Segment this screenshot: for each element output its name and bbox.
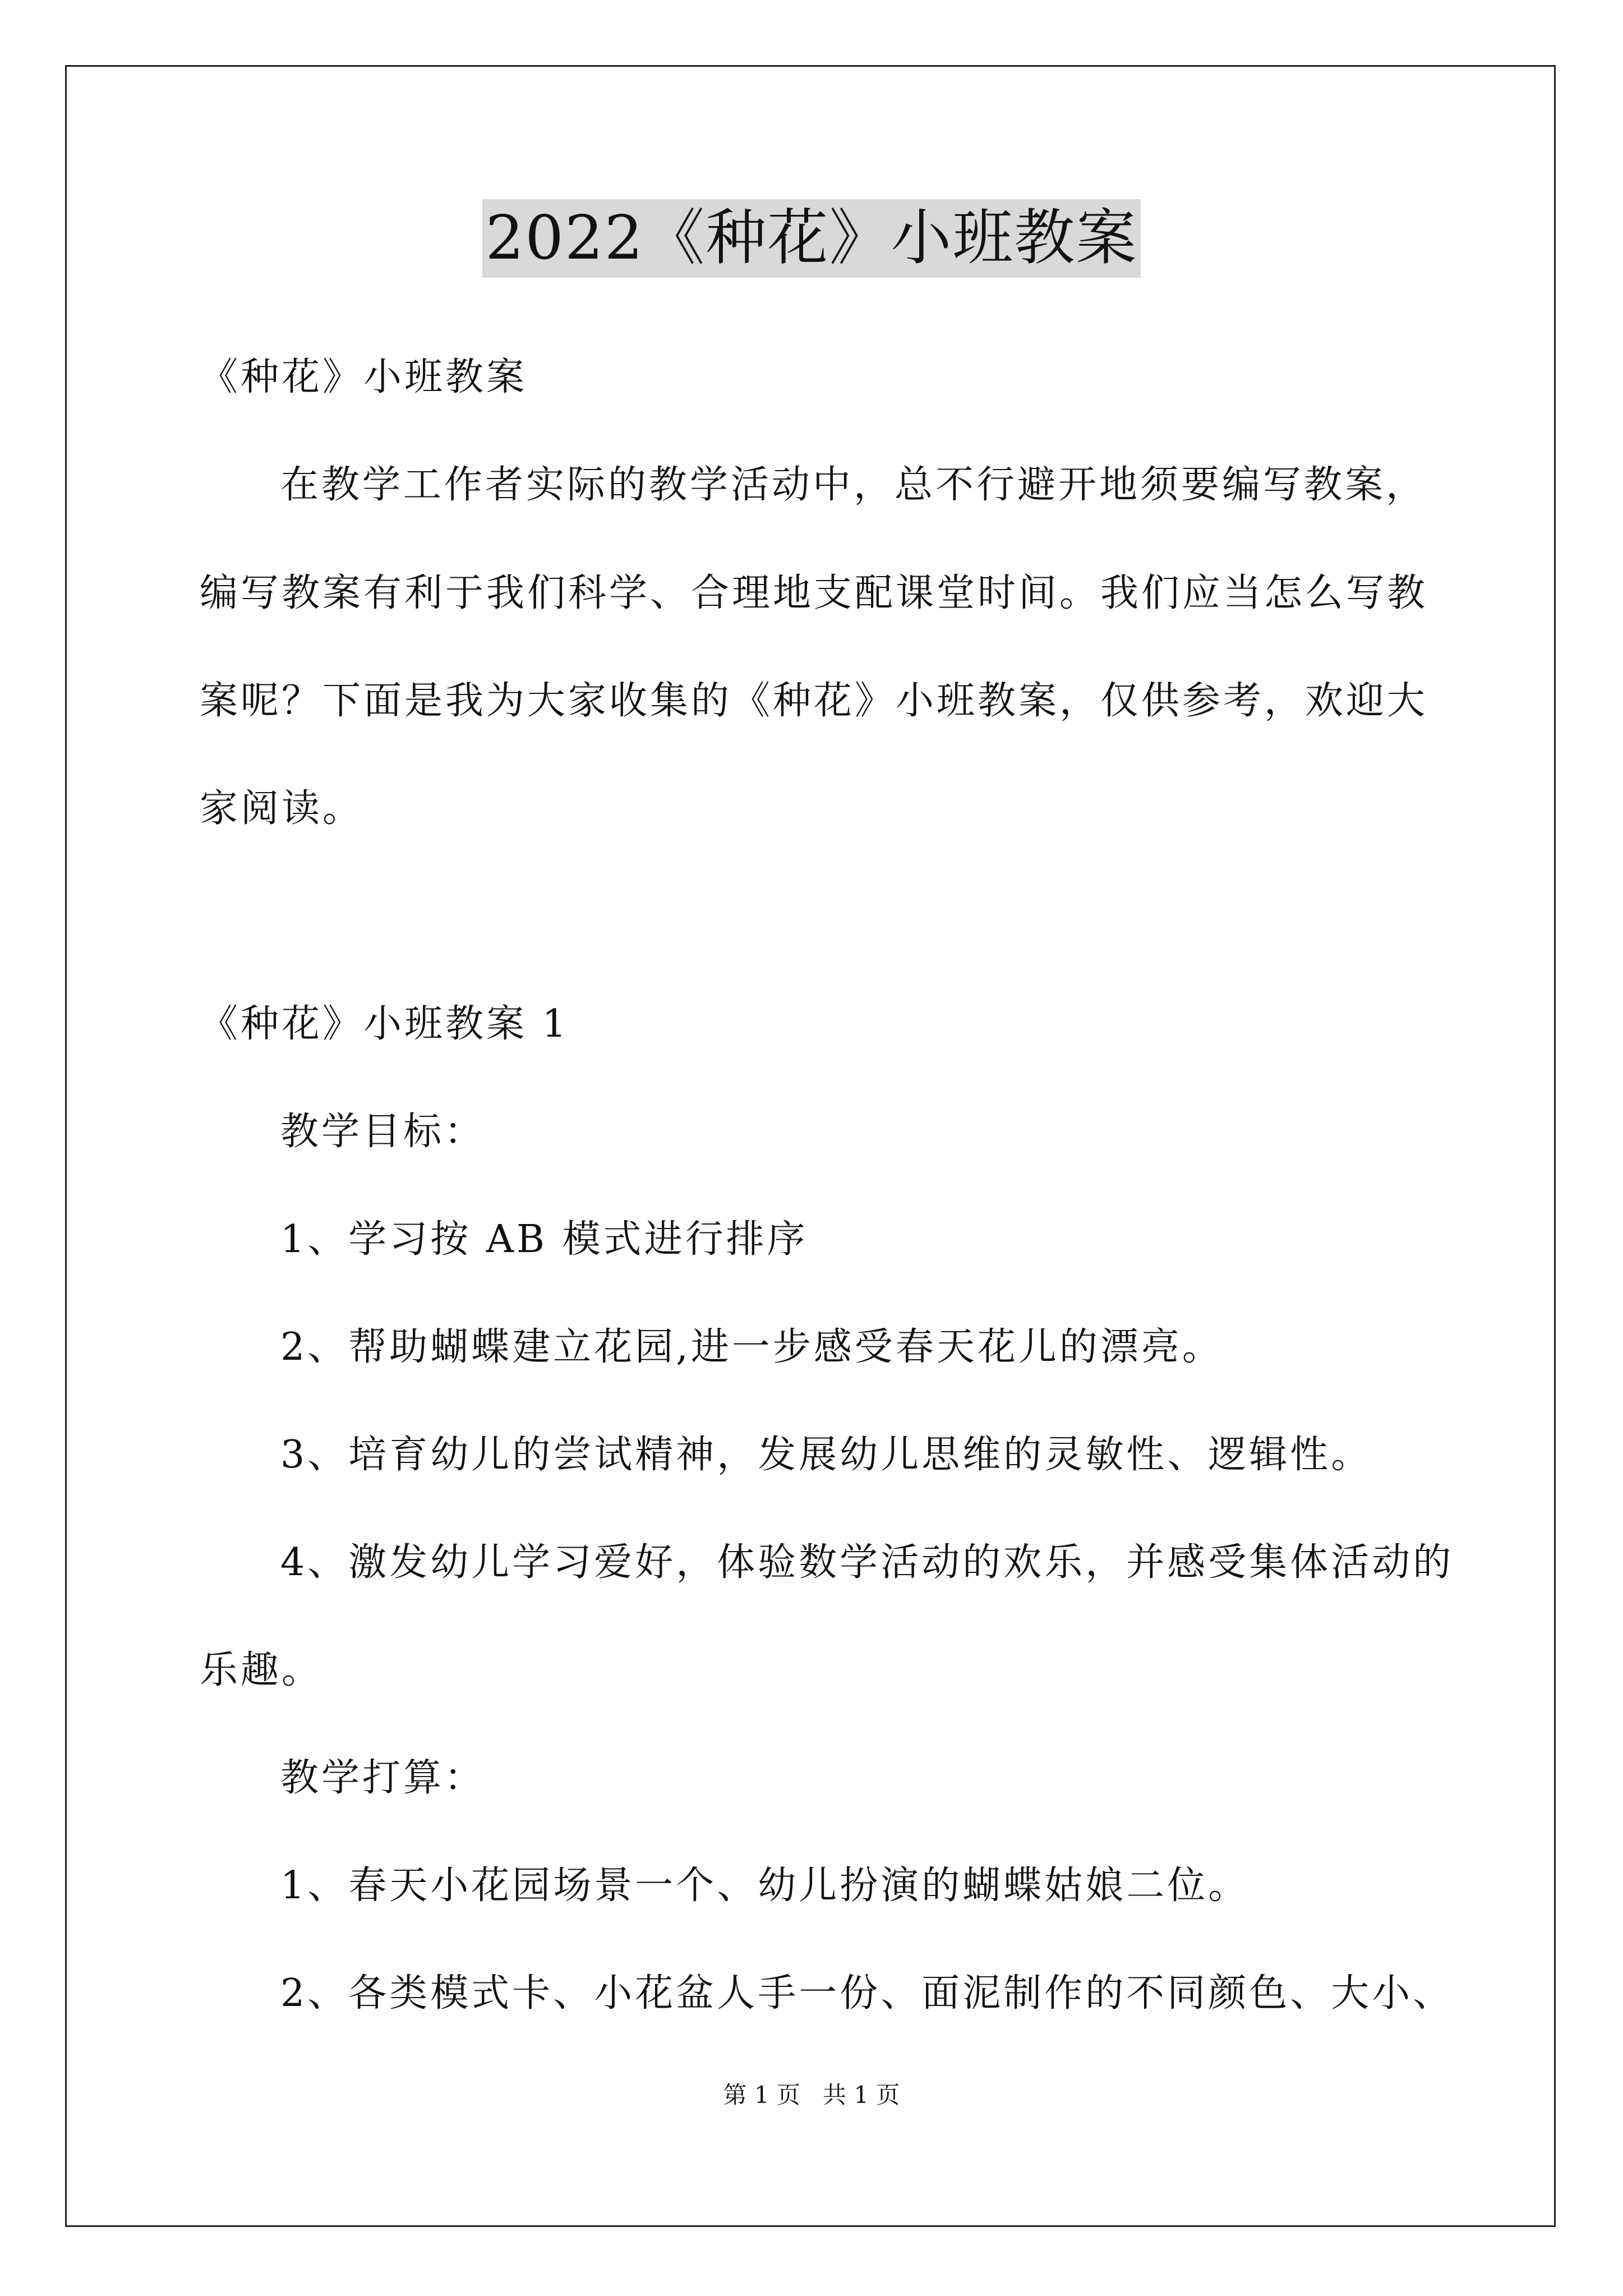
intro-line: 编写教案有利于我们科学、合理地支配课堂时间。我们应当怎么写教 — [200, 571, 1428, 615]
page-footer — [0, 2081, 1623, 2109]
page-total: 共 1 页 — [823, 2081, 900, 2109]
goal-item-continued: 乐趣。 — [200, 1648, 323, 1692]
prep-item: 1、春天小花园场景一个、幼儿扮演的蝴蝶姑娘二位。 — [280, 1864, 1249, 1908]
page-number: 第 1 页 — [723, 2081, 800, 2109]
intro-line: 在教学工作者实际的教学活动中，总不行避开地须要编写教案， — [280, 463, 1427, 507]
goal-item: 1、学习按 AB 模式进行排序 — [280, 1217, 808, 1262]
intro-line: 案呢？下面是我为大家收集的《种花》小班教案，仅供参考，欢迎大 — [200, 679, 1428, 723]
prep-heading: 教学打算： — [280, 1756, 486, 1800]
goal-item: 4、激发幼儿学习爱好，体验数学活动的欢乐，并感受集体活动的 — [280, 1540, 1454, 1585]
goal-item: 2、帮助蝴蝶建立花园,进一步感受春天花儿的漂亮。 — [280, 1325, 1223, 1369]
document-title: 2022《种花》小班教案 — [482, 199, 1141, 278]
subtitle: 《种花》小班教案 — [200, 355, 528, 399]
goals-heading: 教学目标： — [280, 1110, 486, 1154]
prep-item: 2、各类模式卡、小花盆人手一份、面泥制作的不同颜色、大小、 — [280, 1971, 1454, 2016]
goal-item: 3、培育幼儿的尝试精神，发展幼儿思维的灵敏性、逻辑性。 — [280, 1433, 1372, 1477]
section-heading: 《种花》小班教案 1 — [200, 1002, 569, 1046]
intro-line: 家阅读。 — [200, 786, 364, 831]
title-container — [0, 199, 1623, 278]
